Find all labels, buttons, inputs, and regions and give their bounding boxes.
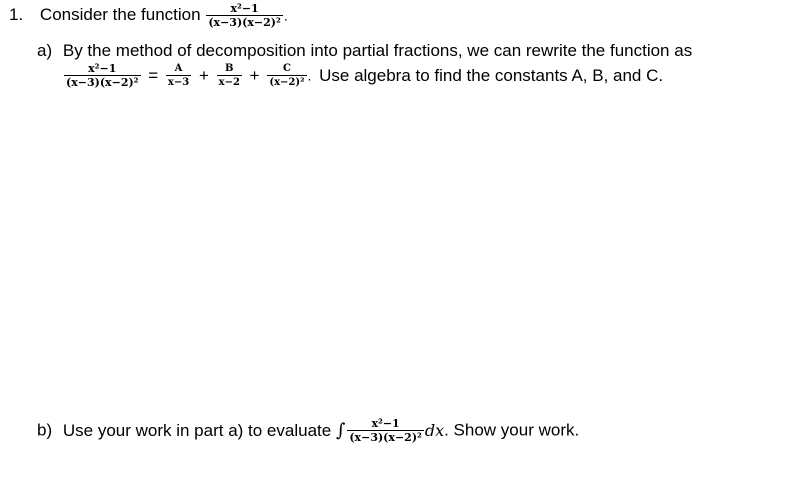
fraction-numerator: A [174, 63, 183, 74]
part-b-end-text: . Show your work. [444, 420, 580, 440]
part-b-text: Use your work in part a) to evaluate [62, 420, 332, 440]
problem-line [9, 2, 288, 29]
fraction-denominator: x−2 [218, 77, 240, 88]
equals-sign: = [148, 65, 159, 85]
part-a-instruction: Use algebra to find the constants A, B, and C. [319, 65, 664, 85]
problem-number: 1. [9, 4, 24, 24]
integral-sign: ∫ [335, 420, 346, 441]
equation-dot: . [307, 67, 312, 84]
term-a-fraction [166, 62, 191, 89]
fraction-denominator: (x−3)(x−2)² [208, 16, 281, 29]
plus-sign: + [198, 65, 209, 85]
end-dot: . [283, 7, 288, 24]
term-b-fraction [217, 62, 242, 89]
integrand-fraction [347, 417, 424, 444]
part-b-line [37, 417, 579, 444]
part-a-text: By the method of decomposition into partial fractions, we can rewrite the function as [62, 41, 693, 60]
differential: dx [424, 421, 445, 440]
function-fraction [206, 2, 283, 29]
lhs-fraction [64, 62, 141, 89]
fraction-numerator: B [225, 63, 234, 74]
fraction-numerator: x²−1 [230, 2, 259, 15]
partial-fraction-equation [63, 62, 663, 89]
fraction-denominator: (x−3)(x−2)² [66, 76, 139, 89]
fraction-denominator: x−3 [167, 77, 190, 88]
problem-intro: Consider the function [39, 4, 201, 24]
part-a-label: a) [37, 41, 53, 60]
fraction-denominator: (x−3)(x−2)² [349, 431, 422, 444]
fraction-denominator: (x−2)² [269, 77, 305, 88]
part-b-label: b) [37, 420, 53, 440]
part-a-line [37, 41, 692, 61]
plus-sign: + [249, 65, 260, 85]
fraction-numerator: C [282, 63, 291, 74]
fraction-numerator: x²−1 [371, 417, 400, 430]
fraction-numerator: x²−1 [88, 62, 117, 75]
term-c-fraction [267, 62, 306, 89]
